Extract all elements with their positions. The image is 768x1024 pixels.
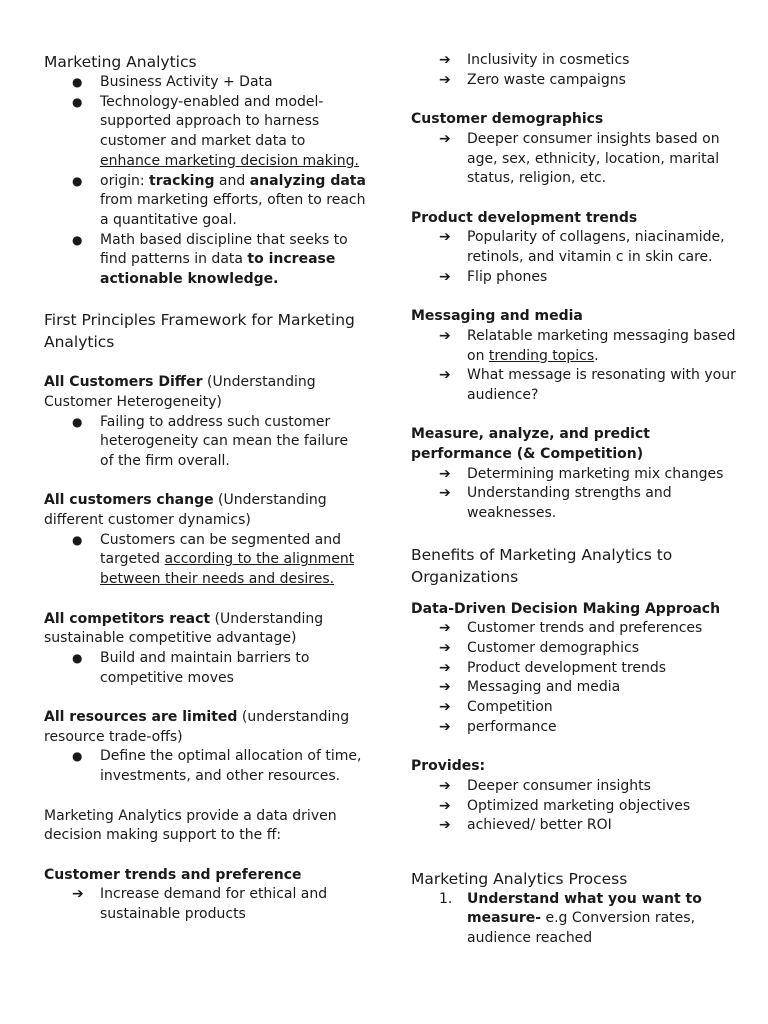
section-title-benefits: Benefits of Marketing Analytics to Organizations (411, 545, 673, 586)
arrow-icon: ➔ (439, 52, 451, 68)
right-column (411, 51, 741, 949)
arrow-item (439, 51, 741, 71)
principle-block (44, 610, 366, 689)
definition-bullets (44, 73, 366, 290)
bullet-text: Math based discipline that seeks to find patterns in data (100, 231, 348, 268)
section-title-marketing-analytics: Marketing Analytics (44, 53, 197, 71)
bullet-item (100, 649, 366, 688)
principle-block (44, 373, 366, 472)
principle-heading (44, 708, 366, 747)
bullet-text: Customers can be segmented and targeted (100, 531, 341, 568)
bullet-text: Technology-enabled and model-supported approach to harness customer and market data to (100, 93, 324, 150)
principle-name: All resources are limited (44, 709, 238, 726)
item-text: performance (467, 718, 557, 735)
item-text: Flip phones (467, 268, 548, 285)
item-text: Inclusivity in cosmetics (467, 52, 630, 68)
arrow-item (439, 327, 741, 366)
arrow-item (439, 484, 741, 523)
customer-trends-heading: Customer trends and preference (44, 866, 302, 883)
principle-block (44, 708, 366, 787)
arrow-icon: ➔ (439, 465, 451, 482)
measure-heading: Measure, analyze, and predict performance (& Competition) (411, 426, 650, 462)
bullet-text: Failing to address such customer heterogeneity can mean the failure of the firm overall. (100, 413, 349, 469)
arrow-icon: ➔ (439, 699, 451, 716)
bullet-text: and (214, 172, 250, 189)
step-number: 1. (439, 890, 453, 907)
arrow-item (72, 885, 366, 924)
bullet-text: from marketing efforts, often to reach a quantitative goal. (100, 192, 366, 228)
arrow-icon: ➔ (439, 130, 451, 147)
principle-note: (understanding resource trade-offs) (44, 709, 350, 745)
arrow-icon: ➔ (439, 71, 451, 88)
arrow-icon: ➔ (439, 797, 451, 814)
arrow-icon: ➔ (439, 817, 451, 834)
item-text: e.g Conversion rates, audience reached (467, 910, 696, 947)
item-text: Understanding strengths and weaknesses. (467, 485, 672, 522)
bullet-text: Build and maintain barriers to competitive moves (100, 649, 310, 686)
principle-block (44, 491, 366, 590)
arrow-item (439, 659, 741, 679)
arrow-item (439, 228, 741, 267)
bullet-item (100, 413, 366, 472)
arrow-item (439, 639, 741, 659)
arrow-item (439, 777, 741, 797)
arrow-icon: ➔ (439, 327, 451, 344)
arrow-item (439, 268, 741, 288)
ddd-heading: Data-Driven Decision Making Approach (411, 600, 721, 617)
arrow-item (439, 366, 741, 405)
trend-items-list (411, 51, 741, 90)
underlined-phrase: according to the alignment between their needs and desires. (100, 551, 355, 588)
process-step (439, 890, 741, 949)
item-text: Customer demographics (467, 639, 640, 656)
bold-phrase: tracking (149, 172, 215, 189)
bold-phrase: analyzing data (249, 172, 366, 189)
arrow-item (439, 130, 741, 189)
item-text: Popularity of collagens, niacinamide, retinols, and vitamin c in skin care. (467, 229, 725, 265)
underlined-phrase: enhance marketing decision making. (100, 152, 359, 169)
arrow-icon: ➔ (439, 268, 451, 285)
arrow-item (439, 619, 741, 639)
item-text: What message is resonating with your audience? (467, 367, 736, 403)
principle-note: (Understanding Customer Heterogeneity) (44, 374, 316, 410)
principle-heading (44, 373, 366, 412)
bullet-item (100, 747, 366, 786)
bullet-item (100, 73, 366, 93)
arrow-icon: ➔ (439, 679, 451, 696)
arrow-icon: ➔ (439, 639, 451, 656)
arrow-icon: ➔ (439, 367, 451, 384)
item-text: Zero waste campaigns (467, 71, 626, 88)
item-text: Deeper consumer insights based on age, sex, ethnicity, location, marital status, religion, etc. (467, 130, 720, 187)
left-column (44, 51, 366, 925)
support-paragraph: Marketing Analytics provide a data driven decision making support to the ff: (44, 807, 337, 844)
principle-name: All Customers Differ (44, 374, 203, 391)
demographics-heading: Customer demographics (411, 111, 604, 128)
arrow-icon: ➔ (439, 659, 451, 676)
bold-phrase: Understand what you want to measure- (467, 890, 702, 927)
arrow-icon: ➔ (439, 777, 451, 794)
bullet-text: origin: (100, 172, 150, 189)
arrow-item (439, 698, 741, 718)
item-text: Deeper consumer insights (467, 777, 651, 794)
item-text: achieved/ better ROI (467, 817, 612, 834)
bullet-item (100, 93, 366, 172)
bullet-item (100, 531, 366, 590)
principle-heading (44, 610, 366, 649)
item-text: Customer trends and preferences (467, 620, 703, 637)
arrow-item (439, 678, 741, 698)
item-text: Competition (467, 699, 553, 716)
principle-name: All customers change (44, 492, 214, 509)
bold-phrase: to increase actionable knowledge. (100, 251, 336, 288)
messaging-heading: Messaging and media (411, 308, 583, 325)
item-text: . (594, 347, 599, 364)
principle-note: (Understanding sustainable competitive advantage) (44, 610, 324, 647)
bullet-text: Define the optimal allocation of time, investments, and other resources. (100, 748, 362, 785)
arrow-icon: ➔ (439, 620, 451, 637)
arrow-icon: ➔ (72, 886, 84, 903)
item-text: Determining marketing mix changes (467, 465, 724, 482)
arrow-item (439, 816, 741, 836)
arrow-icon: ➔ (439, 485, 451, 502)
provides-heading: Provides: (411, 758, 486, 775)
arrow-icon: ➔ (439, 229, 451, 246)
item-text: Increase demand for ethical and sustainable products (100, 886, 328, 923)
item-text: Optimized marketing objectives (467, 797, 691, 814)
item-text: Product development trends (467, 659, 667, 676)
arrow-item (439, 797, 741, 817)
bullet-text: Business Activity + Data (100, 74, 273, 90)
underlined-phrase: trending topics (488, 347, 595, 364)
arrow-icon: ➔ (439, 718, 451, 735)
arrow-item (439, 718, 741, 738)
arrow-item (439, 71, 741, 91)
section-title-process: Marketing Analytics Process (411, 869, 628, 888)
bullet-item (100, 172, 366, 231)
item-text: Messaging and media (467, 679, 621, 696)
section-title-framework: First Principles Framework for Marketing Analytics (44, 311, 355, 352)
principle-name: All competitors react (44, 610, 211, 627)
product-trends-heading: Product development trends (411, 209, 638, 226)
arrow-item (439, 465, 741, 485)
principle-note: (Understanding different customer dynamics) (44, 492, 327, 529)
bullet-item (100, 231, 366, 290)
principle-heading (44, 491, 366, 530)
item-text: Relatable marketing messaging based on (467, 327, 736, 364)
